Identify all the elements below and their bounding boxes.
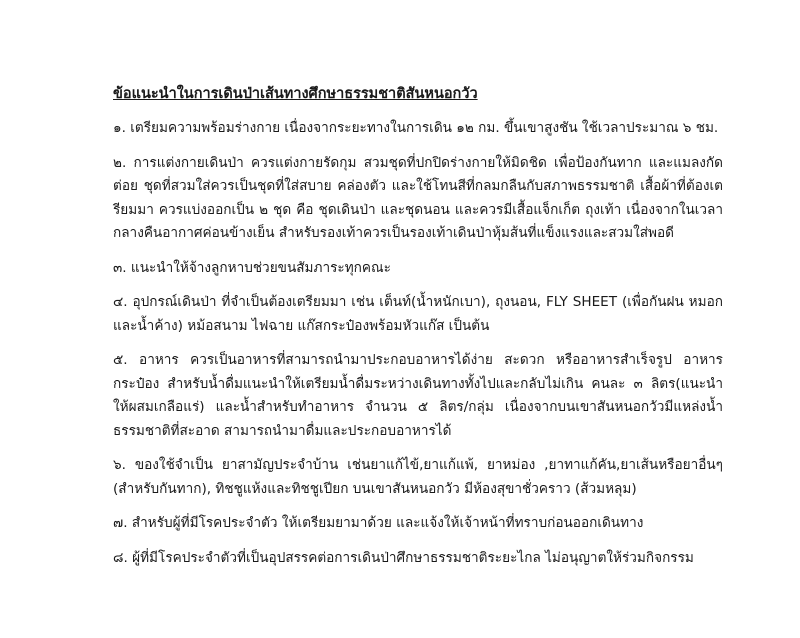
document-body — [113, 84, 723, 581]
list-item-7: ๗. สำหรับผู้ที่มีโรคประจำตัว ให้เตรียมยามาด้วย และแจ้งให้เจ้าหน้าที่ทราบก่อนออกเดินทาง — [113, 515, 644, 531]
list-item-1: ๑. เตรียมความพร้อมร่างกาย เนื่องจากระยะทางในการเดิน ๑๒ กม. ขึ้นเขาสูงชัน ใช้เวลาประมาณ ๖ ชม. — [113, 120, 719, 136]
list-item-5: ๕. อาหาร ควรเป็นอาหารที่สามารถนำมาประกอบอาหารได้ง่าย สะดวก หรืออาหารสำเร็จรูป อาหารกระป๋อง สำหรับน้ำดื่มแนะนำให้เตรียมน้ำดื่มระหว่างเดินทางทั้งไปและกลับไม่เกิน คนละ ๓ ลิตร(แนะนำให้ผสมเกลือแร่) และน้ำสำหรับทำอาหาร จำนวน ๕ ลิตร/กลุ่ม เนื่องจากบนเขาสันหนอกวัวมีแหล่งน้ำธรรมชาติที่สะอาด สามารถนำมาดื่มและประกอบอาหารได้ — [113, 352, 723, 439]
list-item-6: ๖. ของใช้จำเป็น ยาสามัญประจำบ้าน เช่นยาแก้ไข้,ยาแก้แพ้, ยาหม่อง ,ยาทาแก้คัน,ยาเส้นหรือยาอื่นๆ (สำหรับกันทาก), ทิชชูแห้งและทิชชูเปียก บนเขาสันหนอกวัว มีห้องสุขาชั่วคราว (ส้วมหลุม) — [113, 457, 723, 497]
list-item-8: ๘. ผู้ที่มีโรคประจำตัวที่เป็นอุปสรรคต่อการเดินป่าศึกษาธรรมชาติระยะไกล ไม่อนุญาตให้ร่วมกิจกรรม — [113, 549, 694, 566]
document-title: ข้อแนะนำในการเดินป่าเส้นทางศึกษาธรรมชาติสันหนอกวัว — [113, 86, 478, 102]
list-item-4: ๔. อุปกรณ์เดินป่า ที่จำเป็นต้องเตรียมมา เช่น เต็นท์(น้ำหนักเบา), ถุงนอน, FLY SHEET (เพื่อกันฝน หมอก และน้ำค้าง) หม้อสนาม ไฟฉาย แก๊สกระป๋องพร้อมหัวแก๊ส เป็นต้น — [113, 294, 723, 334]
list-item-2: ๒. การแต่งกายเดินป่า ควรแต่งกายรัดกุม สวมชุดที่ปกปิดร่างกายให้มิดชิด เพื่อป้องกันทาก และแมลงกัด ต่อย ชุดที่สวมใส่ควรเป็นชุดที่ใส่สบาย คล่องตัว และใช้โทนสีที่กลมกลืนกับสภาพธรรมชาติ เสื้อผ้าที่ต้องเตรียมมา ควรแบ่งออกเป็น ๒ ชุด คือ ชุดเดินป่า และชุดนอน และควรมีเสื้อแจ็กเก็ต ถุงเท้า เนื่องจากในเวลากลางคืนอากาศค่อนข้างเย็น สำหรับรองเท้าควรเป็นรองเท้าเดินป่าหุ้มส้นที่แข็งแรงและสวมใส่พอดี — [113, 154, 723, 241]
list-item-3: ๓. แนะนำให้จ้างลูกหาบช่วยขนสัมภาระทุกคณะ — [113, 259, 391, 276]
